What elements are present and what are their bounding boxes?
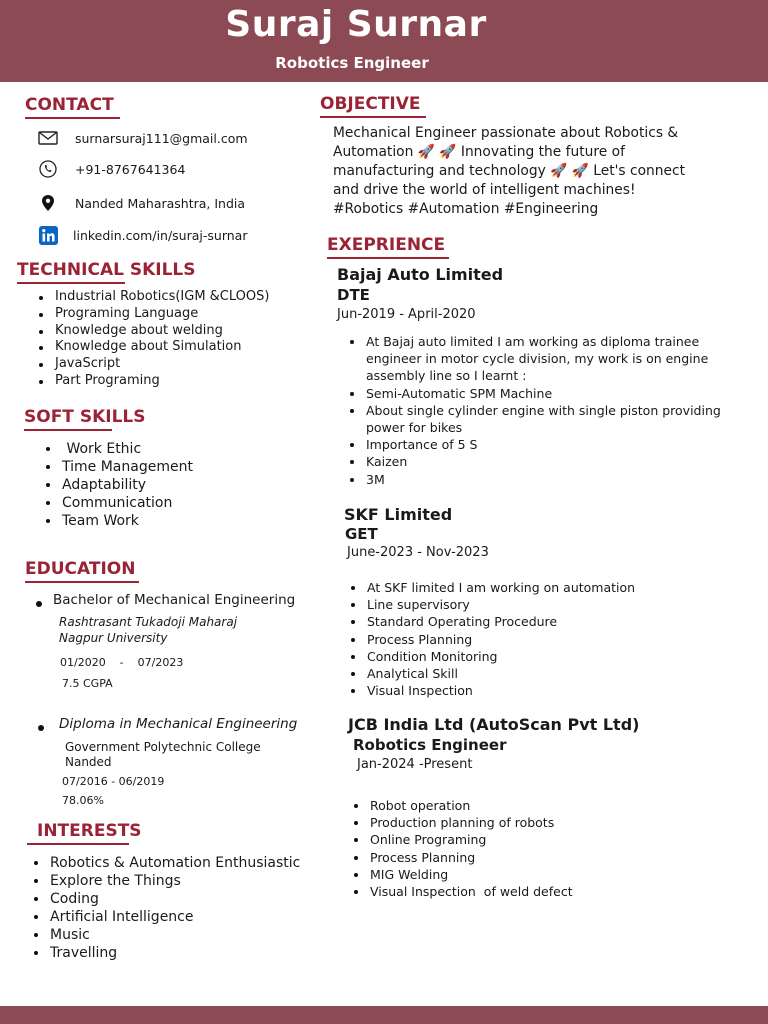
list-item: Production planning of robots	[370, 814, 573, 831]
list-item: Team Work	[62, 512, 193, 530]
list-item: JavaScript	[55, 356, 269, 373]
list-item: Importance of 5 S	[366, 436, 738, 453]
list-item: Explore the Things	[50, 872, 300, 890]
objective-heading: OBJECTIVE	[320, 94, 426, 118]
job-title-2: GET	[345, 525, 378, 543]
list-item: Time Management	[62, 459, 193, 475]
list-item: At Bajaj auto limited I am working as diploma trainee engineer in motor cycle division, my work is on engine assembly line so I learnt :	[366, 333, 738, 385]
location-pin-icon	[38, 193, 58, 213]
list-item: Process Planning	[367, 631, 635, 648]
dates-2: 07/2016 - 06/2019	[62, 775, 165, 788]
contact-linkedin	[38, 224, 247, 246]
objective-text	[333, 124, 685, 219]
list-item: MIG Welding	[370, 866, 573, 883]
list-item: Process Planning	[370, 849, 573, 866]
phone-text[interactable]: +91-8767641364	[75, 161, 186, 177]
interests-heading: INTERESTS	[37, 821, 142, 845]
education-heading: EDUCATION	[25, 559, 139, 583]
list-item: Coding	[50, 890, 300, 908]
list-item: Condition Monitoring	[367, 648, 635, 665]
list-item: Robotics & Automation Enthusiastic	[50, 855, 301, 871]
list-item: Programing Language	[55, 306, 269, 323]
job-3-list	[370, 797, 573, 900]
list-item: Industrial Robotics(IGM &CLOOS)	[55, 289, 270, 304]
list-item: Robot operation	[370, 797, 573, 814]
footer-bar	[0, 1006, 768, 1024]
technical-skills-list	[55, 289, 269, 390]
list-item: Music	[50, 926, 300, 944]
interests-list	[50, 854, 300, 962]
degree-1: Bachelor of Mechanical Engineering	[53, 592, 296, 608]
school-1-line1: Rashtrasant Tukadoji Maharaj	[59, 615, 238, 629]
list-item: Communication	[62, 494, 193, 512]
linkedin-icon	[38, 225, 58, 245]
mail-icon	[38, 128, 58, 148]
job-dates-2: June-2023 - Nov-2023	[347, 545, 489, 560]
school-2-line2: Nanded	[65, 755, 112, 769]
school-2-line1: Government Polytechnic College	[65, 740, 261, 754]
experience-heading: EXEPRIENCE	[327, 235, 449, 259]
list-item: Kaizen	[366, 453, 738, 470]
list-item: Knowledge about Simulation	[55, 339, 269, 356]
list-item: At SKF limited I am working on automation	[367, 580, 636, 595]
list-item: Online Programing	[370, 831, 573, 848]
job-title-1: DTE	[337, 286, 370, 304]
email-text[interactable]: surnarsuraj111@gmail.com	[75, 130, 248, 146]
bullet-dot	[36, 601, 42, 607]
location-text: Nanded Maharashtra, India	[75, 195, 246, 211]
job-2-list	[367, 579, 635, 699]
list-item: Semi-Automatic SPM Machine	[366, 385, 738, 402]
list-item: Part Programing	[55, 373, 269, 390]
list-item: Analytical Skill	[367, 665, 635, 682]
list-item: Visual Inspection	[367, 682, 635, 699]
school-1-line2: Nagpur University	[59, 631, 168, 645]
list-item: Work Ethic	[62, 440, 193, 458]
list-item: About single cylinder engine with single piston providing power for bikes	[366, 402, 738, 436]
job-dates-1: Jun-2019 - April-2020	[337, 307, 476, 322]
job-title-3: Robotics Engineer	[353, 736, 507, 754]
contact-location	[38, 192, 245, 214]
objective-line: #Robotics #Automation #Engineering	[333, 201, 599, 217]
objective-line: manufacturing and technology 🚀 🚀 Let's connect	[333, 163, 686, 179]
contact-email	[38, 127, 248, 149]
soft-skills-heading: SOFT SKILLS	[24, 407, 145, 431]
list-item: Line supervisory	[367, 596, 635, 613]
company-skf: SKF Limited	[344, 505, 453, 524]
phone-icon	[38, 159, 58, 179]
list-item: Adaptability	[62, 476, 193, 494]
job-1-list	[366, 333, 738, 488]
score-2: 78.06%	[62, 794, 104, 807]
company-bajaj: Bajaj Auto Limited	[337, 265, 504, 284]
objective-line: and drive the world of intelligent machines!	[333, 182, 636, 198]
candidate-name: Suraj Surnar	[225, 4, 487, 45]
contact-heading: CONTACT	[25, 95, 120, 119]
contact-phone	[38, 158, 185, 180]
list-item: Knowledge about welding	[55, 323, 269, 340]
list-item: 3M	[366, 471, 738, 488]
score-1: 7.5 CGPA	[62, 677, 113, 690]
degree-2: Diploma in Mechanical Engineering	[59, 716, 298, 732]
objective-line: Automation 🚀 🚀 Innovating the future of	[333, 144, 625, 160]
list-item: Visual Inspection of weld defect	[370, 884, 573, 900]
dates-1: 01/2020 - 07/2023	[60, 656, 184, 669]
company-jcb: JCB India Ltd (AutoScan Pvt Ltd)	[348, 715, 640, 734]
objective-line: Mechanical Engineer passionate about Robotics &	[333, 125, 679, 141]
bullet-dot	[38, 725, 44, 731]
technical-skills-heading: TECHNICAL SKILLS	[17, 260, 196, 284]
linkedin-text[interactable]: linkedin.com/in/suraj-surnar	[73, 227, 248, 243]
candidate-role: Robotics Engineer	[275, 54, 429, 72]
job-dates-3: Jan-2024 -Present	[357, 757, 473, 772]
list-item: Artificial Intelligence	[50, 908, 300, 926]
list-item: Standard Operating Procedure	[367, 613, 635, 630]
soft-skills-list	[62, 440, 193, 530]
list-item: Travelling	[50, 944, 300, 962]
